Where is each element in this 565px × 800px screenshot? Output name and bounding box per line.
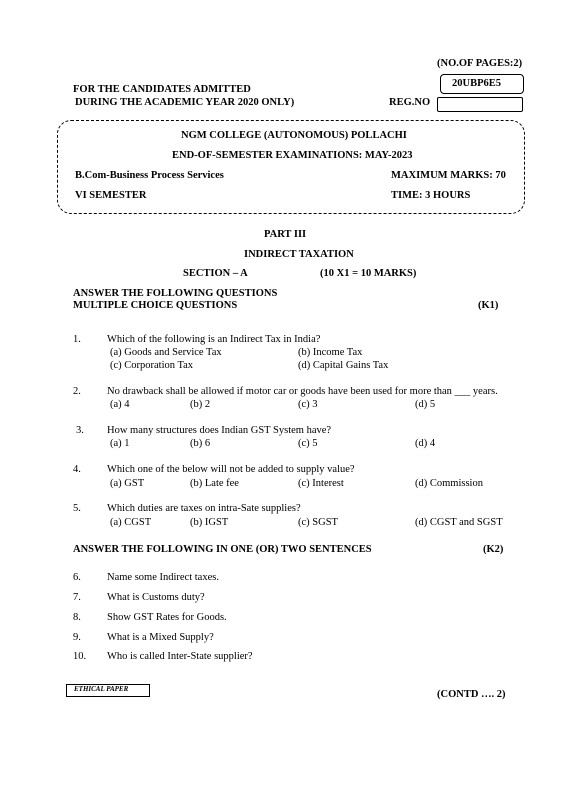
reg-no-label: REG.NO (389, 97, 431, 108)
section-a-level: (K1) (478, 300, 499, 311)
option-c: (c) 3 (298, 399, 318, 410)
question-number: 4. (73, 464, 81, 475)
exam-title: END-OF-SEMESTER EXAMINATIONS: MAY-2023 (172, 150, 413, 161)
option-b: (b) 6 (190, 438, 211, 449)
option-a: (a) GST (110, 478, 145, 489)
option-b: (b) Income Tax (298, 347, 363, 358)
option-b: (b) IGST (190, 517, 229, 528)
question-text: Show GST Rates for Goods. (107, 612, 227, 623)
question-text: Who is called Inter-State supplier? (107, 651, 253, 662)
option-d: (d) Commission (415, 478, 483, 489)
section-a-heading1: ANSWER THE FOLLOWING QUESTIONS (73, 288, 278, 299)
reg-no-field[interactable] (437, 97, 523, 112)
ethical-paper-label: ETHICAL PAPER (74, 685, 129, 693)
option-a: (a) 1 (110, 438, 130, 449)
option-d: (d) 5 (415, 399, 436, 410)
question-number: 10. (73, 651, 87, 662)
section-b-heading: ANSWER THE FOLLOWING IN ONE (OR) TWO SENTENCES (73, 544, 372, 555)
question-number: 1. (73, 334, 81, 345)
question-number: 8. (73, 612, 81, 623)
option-c: (c) Corporation Tax (110, 360, 194, 371)
question-text: What is a Mixed Supply? (107, 632, 214, 643)
subject-code-box (440, 74, 524, 94)
college-name: NGM COLLEGE (AUTONOMOUS) POLLACHI (181, 130, 407, 141)
option-a: (a) CGST (110, 517, 152, 528)
question-text: No drawback shall be allowed if motor car or goods have been used for more than ___ years. (107, 386, 498, 397)
exam-time: TIME: 3 HOURS (391, 190, 471, 201)
admitted-line1: FOR THE CANDIDATES ADMITTED (73, 84, 251, 95)
section-marks: (10 X1 = 10 MARKS) (320, 268, 417, 279)
section-label: SECTION – A (183, 268, 248, 279)
question-number: 5. (73, 503, 81, 514)
ethical-paper-stamp (66, 684, 150, 697)
part-label: PART III (264, 229, 307, 240)
subject-title: INDIRECT TAXATION (244, 249, 354, 260)
option-a: (a) 4 (110, 399, 130, 410)
option-d: (d) CGST and SGST (415, 517, 503, 528)
option-c: (c) 5 (298, 438, 318, 449)
option-a: (a) Goods and Service Tax (110, 347, 222, 358)
question-number: 2. (73, 386, 81, 397)
option-d: (d) Capital Gains Tax (298, 360, 389, 371)
subject-code: 20UBP6E5 (452, 78, 502, 89)
section-b-level: (K2) (483, 544, 504, 555)
option-c: (c) SGST (298, 517, 338, 528)
question-number: 7. (73, 592, 81, 603)
semester: VI SEMESTER (75, 190, 147, 201)
option-b: (b) Late fee (190, 478, 239, 489)
question-text: Which of the following is an Indirect Tax in India? (107, 334, 321, 345)
question-number: 3. (76, 425, 84, 436)
option-c: (c) Interest (298, 478, 344, 489)
question-text: Which one of the below will not be added to supply value? (107, 464, 355, 475)
max-marks: MAXIMUM MARKS: 70 (391, 170, 506, 181)
question-text: Name some Indirect taxes. (107, 572, 219, 583)
section-a-heading2: MULTIPLE CHOICE QUESTIONS (73, 300, 238, 311)
admitted-line2: DURING THE ACADEMIC YEAR 2020 ONLY) (75, 97, 295, 108)
option-b: (b) 2 (190, 399, 211, 410)
continued-note: (CONTD …. 2) (437, 689, 506, 700)
page-count: (NO.OF PAGES:2) (437, 58, 523, 69)
question-text: How many structures does Indian GST System have? (107, 425, 332, 436)
question-text: Which duties are taxes on intra-Sate supplies? (107, 503, 301, 514)
question-number: 9. (73, 632, 81, 643)
course-name: B.Com-Business Process Services (75, 170, 224, 181)
question-text: What is Customs duty? (107, 592, 205, 603)
question-number: 6. (73, 572, 81, 583)
option-d: (d) 4 (415, 438, 436, 449)
